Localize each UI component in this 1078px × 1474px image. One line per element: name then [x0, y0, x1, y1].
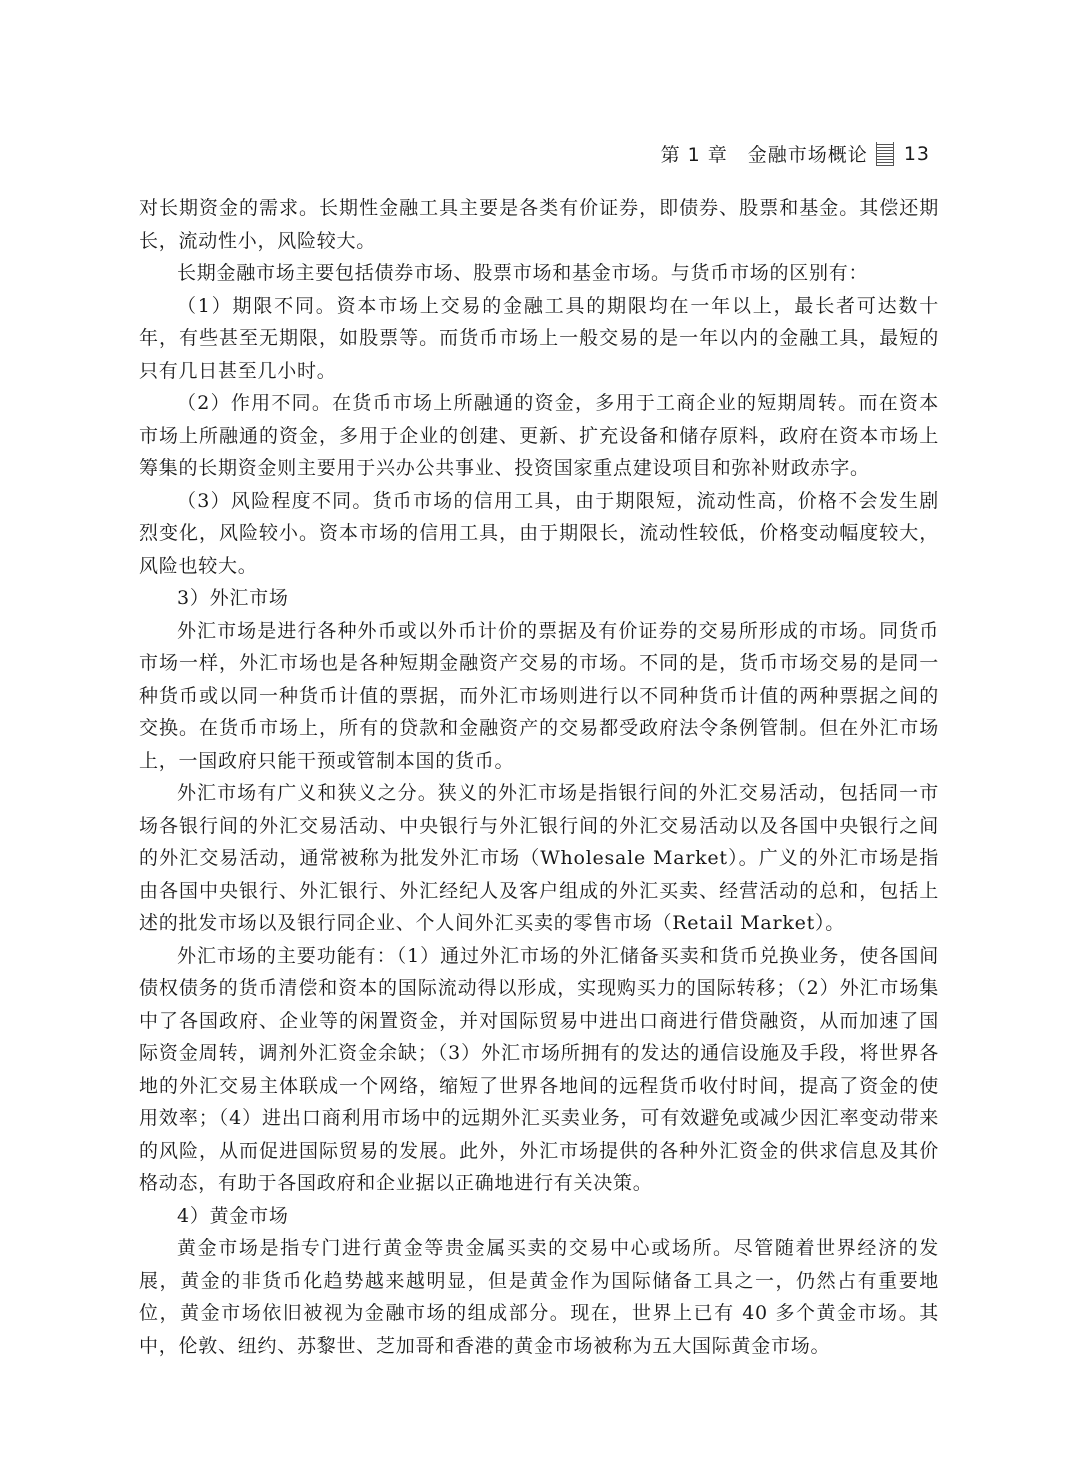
section-heading: 3）外汇市场: [177, 587, 289, 609]
paragraph: 外汇市场有广义和狭义之分。狭义的外汇市场是指银行间的外汇交易活动，包括同一市场各银行间的外汇交易活动、中央银行与外汇银行间的外汇交易活动以及各国中央银行之间的外汇交易活动，通常被称为批发外汇市场（Wholesale Market）。广义的外汇市场是指由各国中央银行、外汇银行、外汇经纪人及客户组成的外汇买卖、经营活动的总和，包括上述的批发市场以及银行同企业、个人间外汇买卖的零售市场（Retail Market）。: [139, 782, 939, 934]
hatch-ornament-icon: [876, 142, 894, 166]
section-heading: 4）黄金市场: [177, 1204, 289, 1227]
paragraph: 长期金融市场主要包括债券市场、股票市场和基金市场。与货币市场的区别有：: [177, 262, 869, 284]
page-number: 13: [903, 142, 930, 165]
paragraph: 黄金市场是指专门进行黄金等贵金属买卖的交易中心或场所。尽管随着世界经济的发展，黄金的非货币化趋势越来越明显，但是黄金作为国际储备工具之一，仍然占有重要地位，黄金市场依旧被视为金融市场的组成部分。现在，世界上已有 40 多个黄金市场。其中，伦敦、纽约、苏黎世、芝加哥和香港的黄金市场被称为五大国际黄金市场。: [139, 1237, 939, 1357]
paragraph: （1）期限不同。资本市场上交易的金融工具的期限均在一年以上，最长者可达数十年，有些甚至无期限，如股票等。而货币市场上一般交易的是一年以内的金融工具，最短的只有几日甚至几小时。: [139, 294, 939, 382]
paragraph: 外汇市场的主要功能有：（1）通过外汇市场的外汇储备买卖和货币兑换业务，使各国间债权债务的货币清偿和资本的国际流动得以形成，实现购买力的国际转移；（2）外汇市场集中了各国政府、企业等的闲置资金，并对国际贸易中进出口商进行借贷融资，从而加速了国际资金周转，调剂外汇资金余缺；（3）外汇市场所拥有的发达的通信设施及手段，将世界各地的外汇交易主体联成一个网络，缩短了世界各地间的远程货币收付时间，提高了资金的使用效率；（4）进出口商利用市场中的远期外汇买卖业务，可有效避免或减少因汇率变动带来的风险，从而促进国际贸易的发展。此外，外汇市场提供的各种外汇资金的供求信息及其价格动态，有助于各国政府和企业据以正确地进行有关决策。: [139, 944, 939, 1194]
body-text: [139, 192, 939, 1362]
paragraph: 外汇市场是进行各种外币或以外币计价的票据及有价证券的交易所形成的市场。同货币市场一样，外汇市场也是各种短期金融资产交易的市场。不同的是，货币市场交易的是同一种货币或以同一种货币计值的票据，而外汇市场则进行以不同种货币计值的两种票据之间的交换。在货币市场上，所有的贷款和金融资产的交易都受政府法令条例管制。但在外汇市场上，一国政府只能干预或管制本国的货币。: [139, 619, 939, 772]
running-header: [661, 140, 930, 167]
paragraph-continued: 对长期资金的需求。长期性金融工具主要是各类有价证券，即债券、股票和基金。其偿还期长，流动性小，风险较大。: [139, 197, 939, 252]
paragraph: （2）作用不同。在货币市场上所融通的资金，多用于工商企业的短期周转。而在资本市场上所融通的资金，多用于企业的创建、更新、扩充设备和储存原料，政府在资本市场上筹集的长期资金则主要用于兴办公共事业、投资国家重点建设项目和弥补财政赤字。: [139, 392, 939, 479]
paragraph: （3）风险程度不同。货币市场的信用工具，由于期限短，流动性高，价格不会发生剧烈变化，风险较小。资本市场的信用工具，由于期限长，流动性较低，价格变动幅度较大，风险也较大。: [139, 489, 939, 577]
chapter-title: 金融市场概论: [747, 144, 868, 166]
chapter-label: 第 1 章: [660, 144, 728, 166]
